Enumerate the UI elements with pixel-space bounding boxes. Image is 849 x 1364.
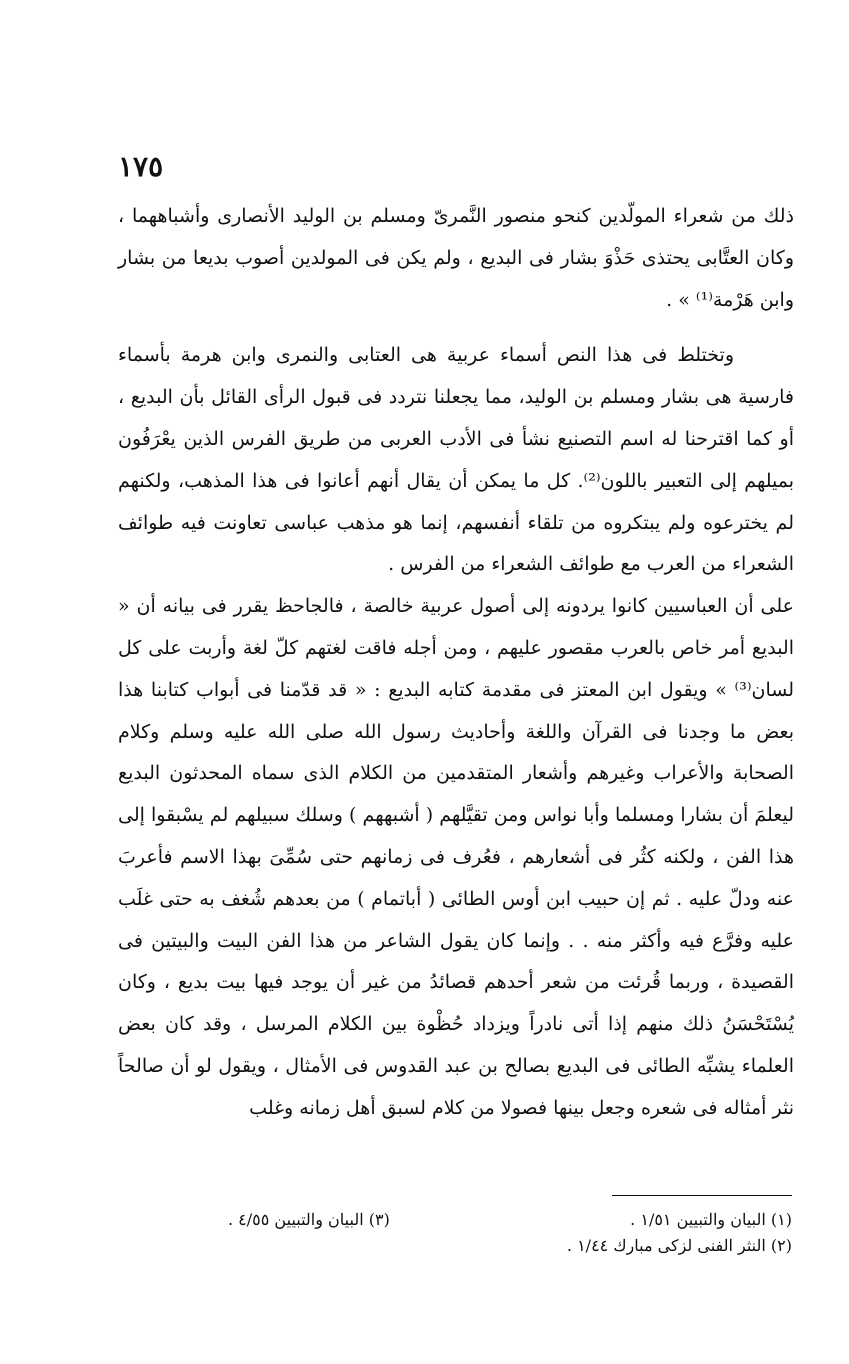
footnote-3: (٣) البيان والتبيين ٤/٥٥ . xyxy=(228,1210,390,1229)
page-number: ١٧٥ xyxy=(118,150,164,183)
footnote-row-1 xyxy=(118,1207,794,1233)
footnote-2: (٢) النثر الفنى لزكى مبارك ١/٤٤ . xyxy=(566,1236,792,1255)
paragraph-3: على أن العباسيين كانوا يردونه إلى أصول عربية خالصة ، فالجاحظ يقرر فى بيانه أن « البديع أمر خاص بالعرب مقصور عليهم ، ومن أجله فاقت لغتهم كلّ لغة وأربت على كل لسان⁽³⁾ » ويقول ابن المعتز فى مقدمة كتابه البديع : « قد قدّمنا فى أبواب كتابنا هذا بعض ما وجدنا فى القرآن واللغة وأحاديث رسول الله صلى الله عليه وسلم وكلام الصحابة والأعراب وغيرهم وأشعار المتقدمين من الكلام الذى سماه المحدثون البديع ليعلمَ أن بشارا ومسلما وأبا نواس ومن تقيَّلهم ( أشبههم ) وسلك سبيلهم لم يسْبقوا إلى هذا الفن ، ولكنه كثُر فى أشعارهم ، فعُرف فى زمانهم حتى سُمِّىَ بهذا الاسم فأعربَ عنه ودلّ عليه . ثم إن حبيب ابن أوس الطائى ( أباتمام ) من بعدهم شُغف به حتى غلَب عليه وفرَّع فيه وأكثر منه . . وإنما كان يقول الشاعر من هذا الفن البيت والبيتين فى القصيدة ، وربما قُرئت من شعر أحدهم قصائدُ من غير أن يوجد فيها بيت بديع ، وكان يُسْتَحْسَنُ ذلك منهم إذا أتى نادراً ويزداد حُظْوة بين الكلام المرسل ، وقد كان بعض العلماء يشبِّه الطائى فى البديع بصالح بن عبد القدوس فى الأمثال ، ويقول لو أن صالحاً نثر أمثاله فى شعره وجعل بينها فصولا من كلام لسبق أهل زمانه وغلب xyxy=(118,595,794,1119)
body-text xyxy=(118,196,794,1130)
footnote-1: (١) البيان والتبيين ١/٥١ . xyxy=(630,1210,792,1229)
footnote-row-2 xyxy=(118,1233,794,1259)
paragraph-2: وتختلط فى هذا النص أسماء عربية هى العتابى والنمرى وابن هرمة بأسماء فارسية هى بشار ومسلم بن الوليد، مما يجعلنا نتردد فى قبول الرأى القائل بأن البديع ، أو كما اقترحنا له اسم التصنيع نشأ فى الأدب العربى من طريق الفرس الذين يعْرَفُون بميلهم إلى التعبير باللون⁽²⁾. كل ما يمكن أن يقال أنهم أعانوا فى هذا المذهب، ولكنهم لم يخترعوه ولم يبتكروه من تلقاء أنفسهم، إنما هو مذهب عباسى تعاونت فيه طوائف الشعراء من العرب مع طوائف الشعراء من الفرس . xyxy=(118,344,795,576)
paragraph-1: ذلك من شعراء المولّدين كنحو منصور النَّمرىّ ومسلم بن الوليد الأنصارى وأشباههما ، وكان العتَّابى يحتذى حَذْوَ بشار فى البديع ، ولم يكن فى المولدين أصوب بديعا من بشار وابن هَرْمة⁽¹⁾ » . xyxy=(118,205,794,311)
footnote-divider xyxy=(612,1195,792,1196)
footnotes xyxy=(118,1207,794,1259)
